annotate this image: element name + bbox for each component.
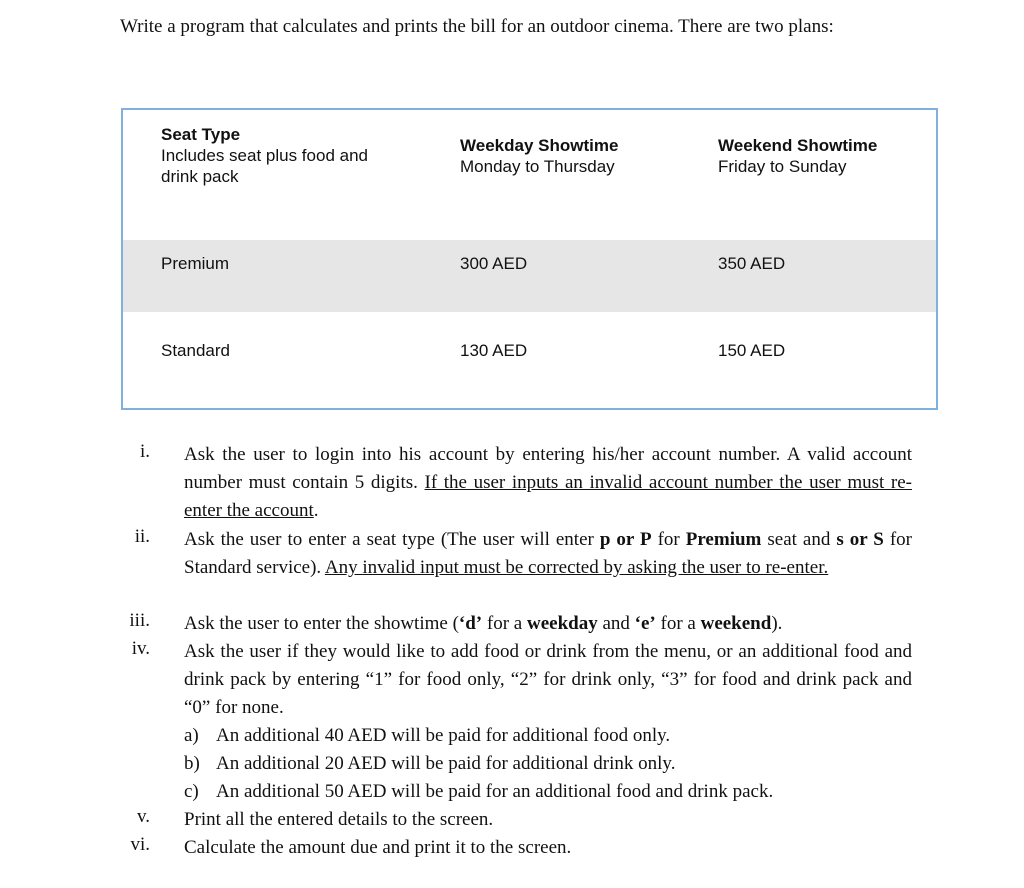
- sub-item-text: An additional 50 AED will be paid for an additional food and drink pack.: [216, 781, 774, 802]
- sub-item-letter: a): [184, 725, 199, 746]
- bold-text: Premium: [685, 529, 762, 550]
- premium-weekend-price: 350 AED: [718, 254, 786, 273]
- weekend-header: [718, 135, 877, 177]
- sub-item-c: [184, 778, 904, 806]
- seat-type-title: Seat Type: [161, 125, 241, 144]
- standard-weekday-price: 130 AED: [460, 341, 528, 360]
- text-run: for Standard service).: [184, 529, 913, 578]
- pricing-table: [121, 108, 938, 410]
- text-run: and: [597, 613, 635, 634]
- list-item-text: Print all the entered details to the screen.: [184, 809, 494, 830]
- list-number: iv.: [131, 638, 150, 659]
- standard-seat: Standard: [161, 341, 230, 360]
- intro-paragraph: Write a program that calculates and prints the bill for an outdoor cinema. There are two plans:: [120, 16, 834, 37]
- text-run: for a: [482, 613, 527, 634]
- sub-item-letter: b): [184, 753, 200, 774]
- bold-text: s or S: [836, 529, 884, 550]
- weekday-header: [460, 135, 618, 177]
- text-run: Ask the user to enter the showtime (: [184, 613, 459, 634]
- sub-item-b: [184, 750, 904, 778]
- bold-text: weekday: [526, 613, 598, 634]
- text-run: Ask the user to enter a seat type (The user will enter: [184, 529, 600, 550]
- underlined-text: If the user inputs an invalid account number the user must re-enter the account: [184, 472, 912, 521]
- text-run: for a: [655, 613, 701, 634]
- sub-item-text: An additional 20 AED will be paid for additional drink only.: [216, 753, 676, 774]
- list-number: ii.: [134, 526, 150, 547]
- text-run: Ask the user to login into his account by entering his/her account number. A valid account number must contain 5 digits.: [184, 444, 912, 493]
- list-item-text: [184, 526, 912, 582]
- list-number: iii.: [129, 610, 150, 631]
- list-item-text: Calculate the amount due and print it to the screen.: [184, 837, 572, 858]
- seat-type-header: [161, 124, 401, 187]
- underlined-text: Any invalid input must be corrected by asking the user to re-enter.: [324, 557, 829, 578]
- weekend-subtitle: Friday to Sunday: [718, 157, 847, 176]
- list-item-text: [184, 441, 912, 525]
- text-run: .: [313, 500, 319, 521]
- list-number: v.: [136, 806, 150, 827]
- standard-weekend-price: 150 AED: [718, 341, 786, 360]
- weekday-title: Weekday Showtime: [460, 136, 619, 155]
- bold-text: ‘d’: [458, 613, 483, 634]
- sub-item-a: [184, 722, 904, 750]
- table-row-standard: [123, 312, 936, 408]
- text-run: seat and: [761, 529, 837, 550]
- text-run: for: [651, 529, 686, 550]
- bold-text: p or P: [599, 529, 652, 550]
- list-item-text: Ask the user if they would like to add food or drink from the menu, or an additional food and drink pack by entering “1” for food only, “2” for drink only, “3” for food and drink pack and “0” for none.: [184, 641, 912, 718]
- sub-item-text: An additional 40 AED will be paid for additional food only.: [216, 725, 671, 746]
- weekend-title: Weekend Showtime: [718, 136, 878, 155]
- table-row-premium: [123, 240, 936, 312]
- bold-text: weekend: [700, 613, 772, 634]
- weekday-subtitle: Monday to Thursday: [460, 157, 615, 176]
- sub-item-letter: c): [184, 781, 199, 802]
- premium-seat: Premium: [161, 254, 230, 273]
- table-header-row: [123, 110, 936, 240]
- text-run: ).: [771, 613, 783, 634]
- list-number: vi.: [130, 834, 150, 855]
- seat-type-subtitle: Includes seat plus food and drink pack: [161, 146, 368, 186]
- list-number: i.: [139, 441, 150, 462]
- bold-text: ‘e’: [634, 613, 656, 634]
- premium-weekday-price: 300 AED: [460, 254, 528, 273]
- list-item-text: [184, 610, 912, 638]
